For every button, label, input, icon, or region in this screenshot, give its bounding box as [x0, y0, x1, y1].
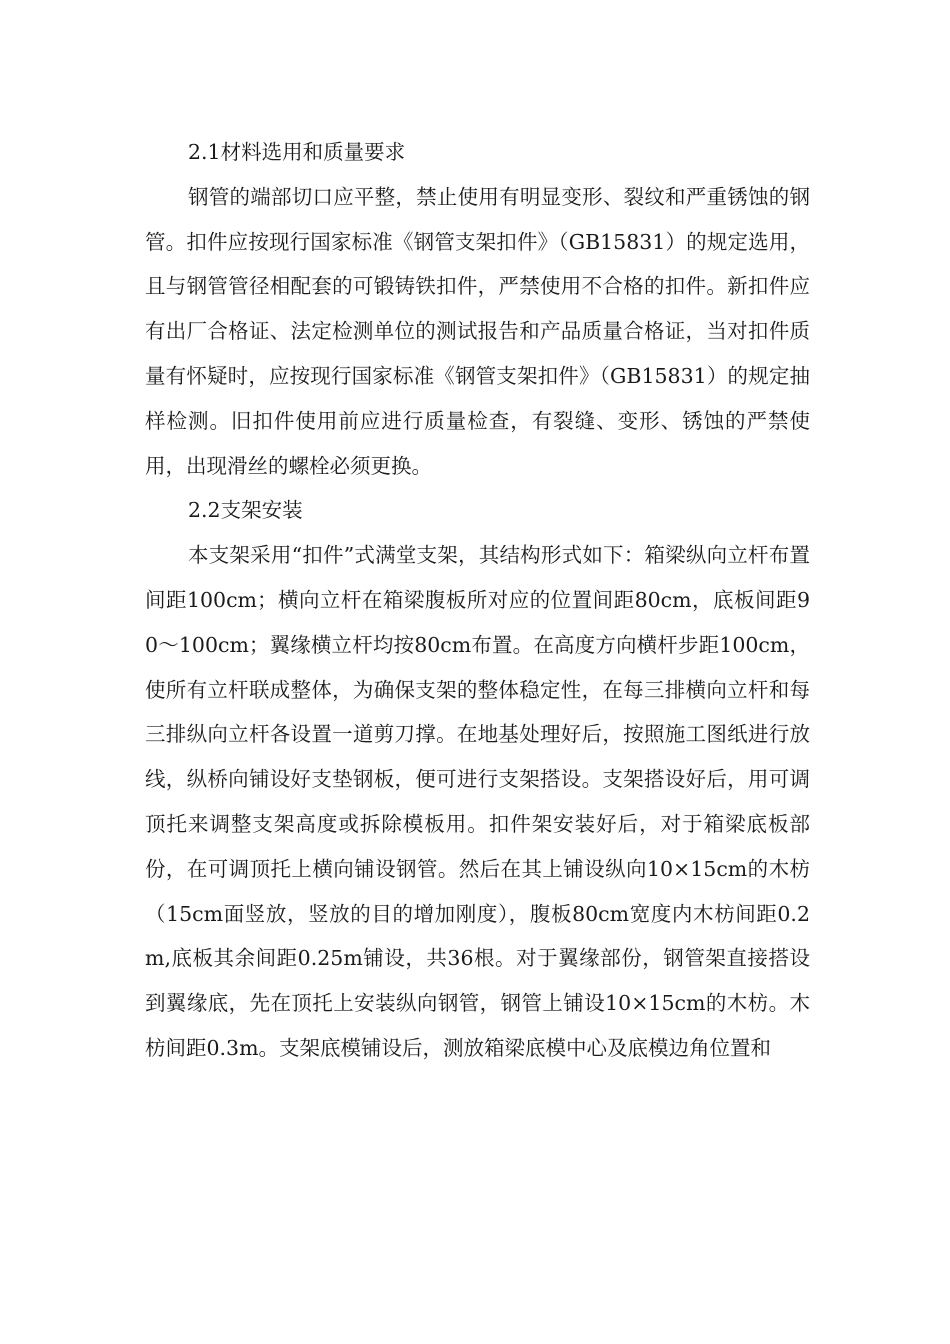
section-2-1-paragraph: 钢管的端部切口应平整，禁止使用有明显变形、裂纹和严重锈蚀的钢管。扣件应按现行国家标准《钢管支架扣件》（GB15831）的规定选用，且与钢管管径相配套的可锻铸铁扣件，严禁使用不合格的扣件。新扣件应有出厂合格证、法定检测单位的测试报告和产品质量合格证，当对扣件质量有怀疑时，应按现行国家标准《钢管支架扣件》（GB15831）的规定抽样检测。旧扣件使用前应进行质量检查，有裂缝、变形、锈蚀的严禁使用，出现滑丝的螺栓必须更换。 [145, 184, 810, 478]
document-page [145, 130, 810, 1071]
section-2-1-heading: 2.1材料选用和质量要求 [188, 140, 406, 164]
section-2-2-heading: 2.2支架安装 [188, 498, 303, 523]
section-2-2-paragraph: 本支架采用“扣件”式满堂支架，其结构形式如下：箱梁纵向立杆布置间距100cm；横向立杆在箱梁腹板所对应的位置间距80cm，底板间距90～100cm；翼缘横立杆均按80cm布置。在高度方向横杆步距100cm，使所有立杆联成整体，为确保支架的整体稳定性，在每三排横向立杆和每三排纵向立杆各设置一道剪刀撑。在地基处理好后，按照施工图纸进行放线，纵桥向铺设好支垫钢板，便可进行支架搭设。支架搭设好后，用可调顶托来调整支架高度或拆除模板用。扣件架安装好后，对于箱梁底板部份，在可调顶托上横向铺设钢管。然后在其上铺设纵向10×15cm的木枋（15cm面竖放，竖放的目的增加刚度），腹板80cm宽度内木枋间距0.2m,底板其余间距0.25m铺设，共36根。对于翼缘部份，钢管架直接搭设到翼缘底，先在顶托上安装纵向钢管，钢管上铺设10×15cm的木枋。木枋间距0.3m。支架底模铺设后，测放箱梁底模中心及底模边角位置和 [145, 543, 810, 1060]
